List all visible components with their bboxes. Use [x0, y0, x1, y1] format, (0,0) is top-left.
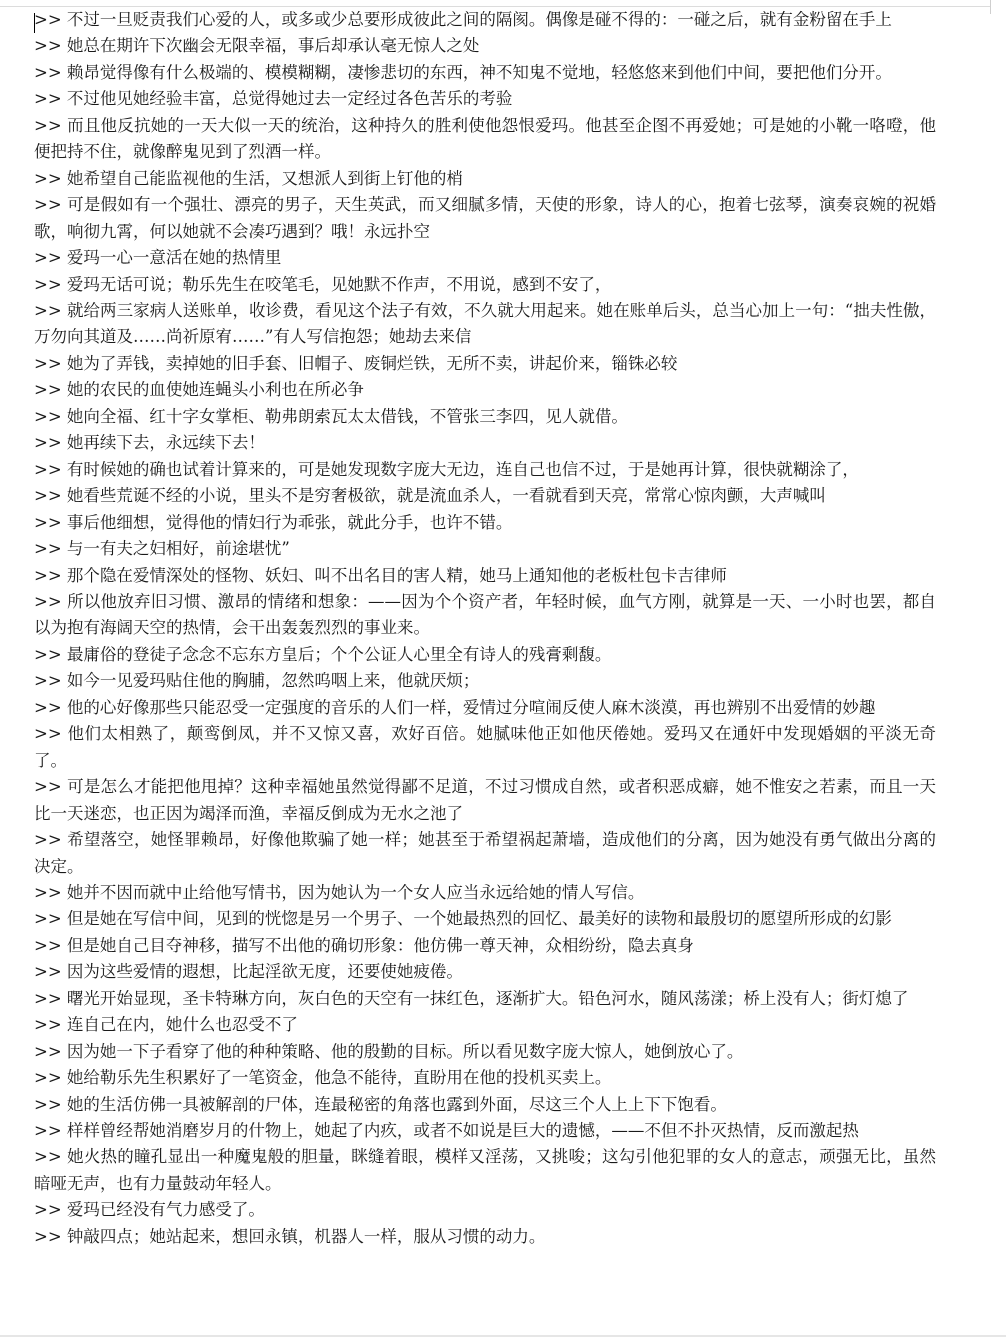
line-marker: >>: [34, 10, 62, 29]
line-text: 所以他放弃旧习惯、激昂的情绪和想象：——因为个个资产者，年轻时候，血气方刚，就算是一天、一小时也罢，都自以为抱有海阔天空的热情，会干出轰轰烈烈的事业来。: [34, 591, 937, 638]
text-line: [34, 166, 936, 192]
line-marker: >>: [34, 89, 62, 109]
text-line: [34, 298, 936, 351]
line-text: 她的生活仿佛一具被解剖的尸体，连最秘密的角落也露到外面，尽这三个人上上下下饱看。: [66, 1094, 727, 1114]
line-marker: >>: [34, 300, 62, 320]
text-line: [34, 245, 936, 271]
text-line: [34, 1065, 936, 1091]
text-line: [34, 986, 936, 1012]
text-line: [34, 774, 936, 827]
line-text: 钟敲四点；她站起来，想回永镇，机器人一样，服从习惯的动力。: [66, 1226, 546, 1246]
text-line: [34, 880, 936, 906]
line-marker: >>: [34, 1147, 62, 1167]
text-line: [34, 1224, 936, 1250]
line-marker: >>: [34, 433, 62, 453]
line-text: 她再续下去，永远续下去！: [66, 433, 265, 453]
line-text: 她并不因而就中止给他写情书，因为她认为一个女人应当永远给她的情人写信。: [66, 882, 645, 902]
line-marker: >>: [34, 1226, 62, 1246]
line-text: 与一有夫之妇相好，前途堪忧”: [66, 539, 290, 559]
line-text: 连自己在内，她什么也忍受不了: [66, 1015, 298, 1035]
line-marker: >>: [34, 882, 62, 902]
text-line: [34, 536, 936, 562]
line-marker: >>: [34, 1041, 62, 1061]
line-text: 因为她一下子看穿了他的种种策略、他的殷勤的目标。所以看见数字庞大惊人，她倒放心了。: [66, 1041, 744, 1061]
page-right-border: [990, 0, 991, 14]
line-marker: >>: [34, 36, 62, 56]
line-marker: >>: [34, 909, 62, 929]
line-marker: >>: [34, 168, 62, 188]
line-text: 样样曾经帮她消磨岁月的什物上，她起了内疚，或者不如说是巨大的遗憾，——不但不扑灭热情，反而激起热: [66, 1121, 859, 1141]
page-bottom-border: [0, 1335, 1006, 1337]
text-line: [34, 933, 936, 959]
line-marker: >>: [34, 406, 62, 426]
line-text: 他们太相熟了，颠鸾倒凤，并不又惊又喜，欢好百倍。她腻味他正如他厌倦她。爱玛又在通奸中发现婚姻的平淡无奇了。: [34, 724, 937, 770]
line-text: 不过他见她经验丰富，总觉得她过去一定经过各色苦乐的考验: [66, 89, 513, 109]
line-marker: >>: [34, 353, 62, 373]
line-text: 她为了弄钱，卖掉她的旧手套、旧帽子、废铜烂铁，无所不卖，讲起价来，锱铢必较: [66, 353, 678, 373]
line-text: 赖昂觉得像有什么极端的、模模糊糊，凄惨悲切的东西，神不知鬼不觉地，轻悠悠来到他们中间，要把他们分开。: [66, 62, 892, 82]
line-text: 她的农民的血使她连蝇头小利也在所必争: [66, 380, 364, 400]
line-text: 她总在期许下次幽会无限幸福，事后却承认毫无惊人之处: [66, 36, 480, 56]
text-line: [34, 483, 936, 509]
text-line: [34, 404, 936, 430]
line-text: 他的心好像那些只能忍受一定强度的音乐的人们一样，爱情过分喧闹反使人麻木淡漠，再也辨别不出爱情的妙趣: [66, 697, 876, 717]
line-text: 她火热的瞳孔显出一种魔鬼般的胆量，眯缝着眼，模样又淫荡，又挑唆；这勾引他犯罪的女人的意志，顽强无比，虽然暗哑无声，也有力量鼓动年轻人。: [34, 1147, 937, 1193]
line-marker: >>: [34, 830, 62, 850]
line-marker: >>: [34, 274, 62, 294]
line-marker: >>: [34, 115, 62, 135]
text-line: [34, 1144, 936, 1197]
text-line: [34, 563, 936, 589]
text-line: [34, 86, 936, 112]
text-line: [34, 33, 936, 59]
line-marker: >>: [34, 539, 62, 559]
text-line: [34, 510, 936, 536]
text-line: [34, 1012, 936, 1038]
text-line: [34, 192, 936, 245]
line-text: 而且他反抗她的一天大似一天的统治，这种持久的胜利使他怨恨爱玛。他甚至企图不再爱她；可是她的小靴一咯噔，他便把持不住，就像醉鬼见到了烈酒一样。: [34, 115, 937, 162]
line-marker: >>: [34, 380, 62, 400]
text-line: [34, 642, 936, 668]
line-text: 不过一旦贬责我们心爱的人，或多或少总要形成彼此之间的隔阂。偶像是碰不得的：一碰之后，就有金粉留在手上: [66, 10, 892, 29]
text-line: [34, 1118, 936, 1144]
text-line: [34, 457, 936, 483]
text-line: [34, 430, 936, 456]
line-marker: >>: [34, 1200, 62, 1220]
text-line: [34, 1092, 936, 1118]
text-line: [34, 721, 936, 774]
line-text: 有时候她的确也试着计算来的，可是她发现数字庞大无边，连自己也信不过，于是她再计算，很快就糊涂了，: [66, 459, 859, 479]
line-text: 希望落空，她怪罪赖昂，好像他欺骗了她一样；她甚至于希望祸起萧墙，造成他们的分离，因为她没有勇气做出分离的决定。: [34, 830, 937, 876]
line-marker: >>: [34, 724, 62, 744]
line-text: 事后他细想，觉得他的情妇行为乖张，就此分手，也许不错。: [66, 512, 513, 532]
line-text: 那个隐在爱情深处的怪物、妖妇、叫不出名目的害人精，她马上通知他的老板杜包卡吉律师: [66, 565, 727, 585]
text-line: [34, 60, 936, 86]
text-line: [34, 695, 936, 721]
line-marker: >>: [34, 962, 62, 982]
line-marker: >>: [34, 988, 62, 1008]
line-text: 但是她自己目夺神移，描写不出他的确切形象：他仿佛一尊天神，众相纷纷，隐去真身: [66, 935, 694, 955]
line-marker: >>: [34, 644, 62, 664]
line-marker: >>: [34, 671, 62, 691]
text-line: [34, 7, 936, 33]
line-text: 她向全福、红十字女掌柜、勒弗朗索瓦太太借钱，不管张三李四，见人就借。: [66, 406, 628, 426]
line-text: 爱玛无话可说；勒乐先生在咬笔毛，见她默不作声，不用说，感到不安了，: [66, 274, 612, 294]
line-marker: >>: [34, 459, 62, 479]
line-marker: >>: [34, 565, 62, 585]
line-marker: >>: [34, 62, 62, 82]
line-marker: >>: [34, 248, 62, 268]
text-line: [34, 272, 936, 298]
text-line: [34, 827, 936, 880]
line-marker: >>: [34, 935, 62, 955]
line-text: 可是怎么才能把他甩掉？这种幸福她虽然觉得鄙不足道，不过习惯成自然，或者积恶成癖，她不惟安之若素，而且一天比一天迷恋，也正因为竭泽而渔，幸福反倒成为无水之池了: [34, 777, 937, 823]
line-text: 她看些荒诞不经的小说，里头不是穷奢极欲，就是流血杀人，一看就看到天亮，常常心惊肉颤，大声喊叫: [66, 486, 826, 506]
line-marker: >>: [34, 1068, 62, 1088]
line-text: 她给勒乐先生积累好了一笔资金，他急不能待，直盼用在他的投机买卖上。: [66, 1068, 612, 1088]
text-line: [34, 959, 936, 985]
line-text: 就给两三家病人送账单，收诊费，看见这个法子有效，不久就大用起来。她在账单后头，总当心加上一句：“拙夫性傲，万勿向其道及……尚祈原宥……”有人写信抱怨；她劫去来信: [34, 300, 936, 347]
line-text: 如今一见爱玛贴住他的胸脯，忽然呜咽上来，他就厌烦；: [66, 671, 480, 691]
text-line: [34, 1197, 936, 1223]
text-line: [34, 351, 936, 377]
line-marker: >>: [34, 697, 62, 717]
line-text: 她希望自己能监视他的生活，又想派人到街上钉他的梢: [66, 168, 463, 188]
line-text: 爱玛已经没有气力感受了。: [66, 1200, 265, 1220]
line-text: 曙光开始显现，圣卡特琳方向，灰白色的天空有一抹红色，逐渐扩大。铅色河水，随风荡漾；桥上没有人；街灯熄了: [66, 988, 909, 1008]
text-line: [34, 589, 936, 642]
text-line: [34, 1039, 936, 1065]
line-marker: >>: [34, 591, 62, 611]
line-marker: >>: [34, 486, 62, 506]
text-line: [34, 377, 936, 403]
text-line: [34, 668, 936, 694]
document-body[interactable]: [34, 7, 936, 1250]
line-marker: >>: [34, 1094, 62, 1114]
line-text: 因为这些爱情的遐想，比起淫欲无度，还要使她疲倦。: [66, 962, 463, 982]
line-text: 但是她在写信中间，见到的恍惚是另一个男子、一个她最热烈的回忆、最美好的读物和最殷切的愿望所形成的幻影: [66, 909, 892, 929]
line-marker: >>: [34, 512, 62, 532]
line-text: 可是假如有一个强壮、漂亮的男子，天生英武，而又细腻多情，天使的形象，诗人的心，抱着七弦琴，演奏哀婉的祝婚歌，响彻九霄，何以她就不会凑巧遇到？哦！永远扑空: [34, 195, 937, 241]
line-text: 最庸俗的登徒子念念不忘东方皇后；个个公证人心里全有诗人的残膏剩馥。: [66, 644, 612, 664]
text-line: [34, 113, 936, 166]
line-marker: >>: [34, 1015, 62, 1035]
line-marker: >>: [34, 1121, 62, 1141]
text-line: [34, 906, 936, 932]
line-marker: >>: [34, 195, 62, 215]
line-text: 爱玛一心一意活在她的热情里: [66, 248, 282, 268]
line-marker: >>: [34, 777, 62, 797]
